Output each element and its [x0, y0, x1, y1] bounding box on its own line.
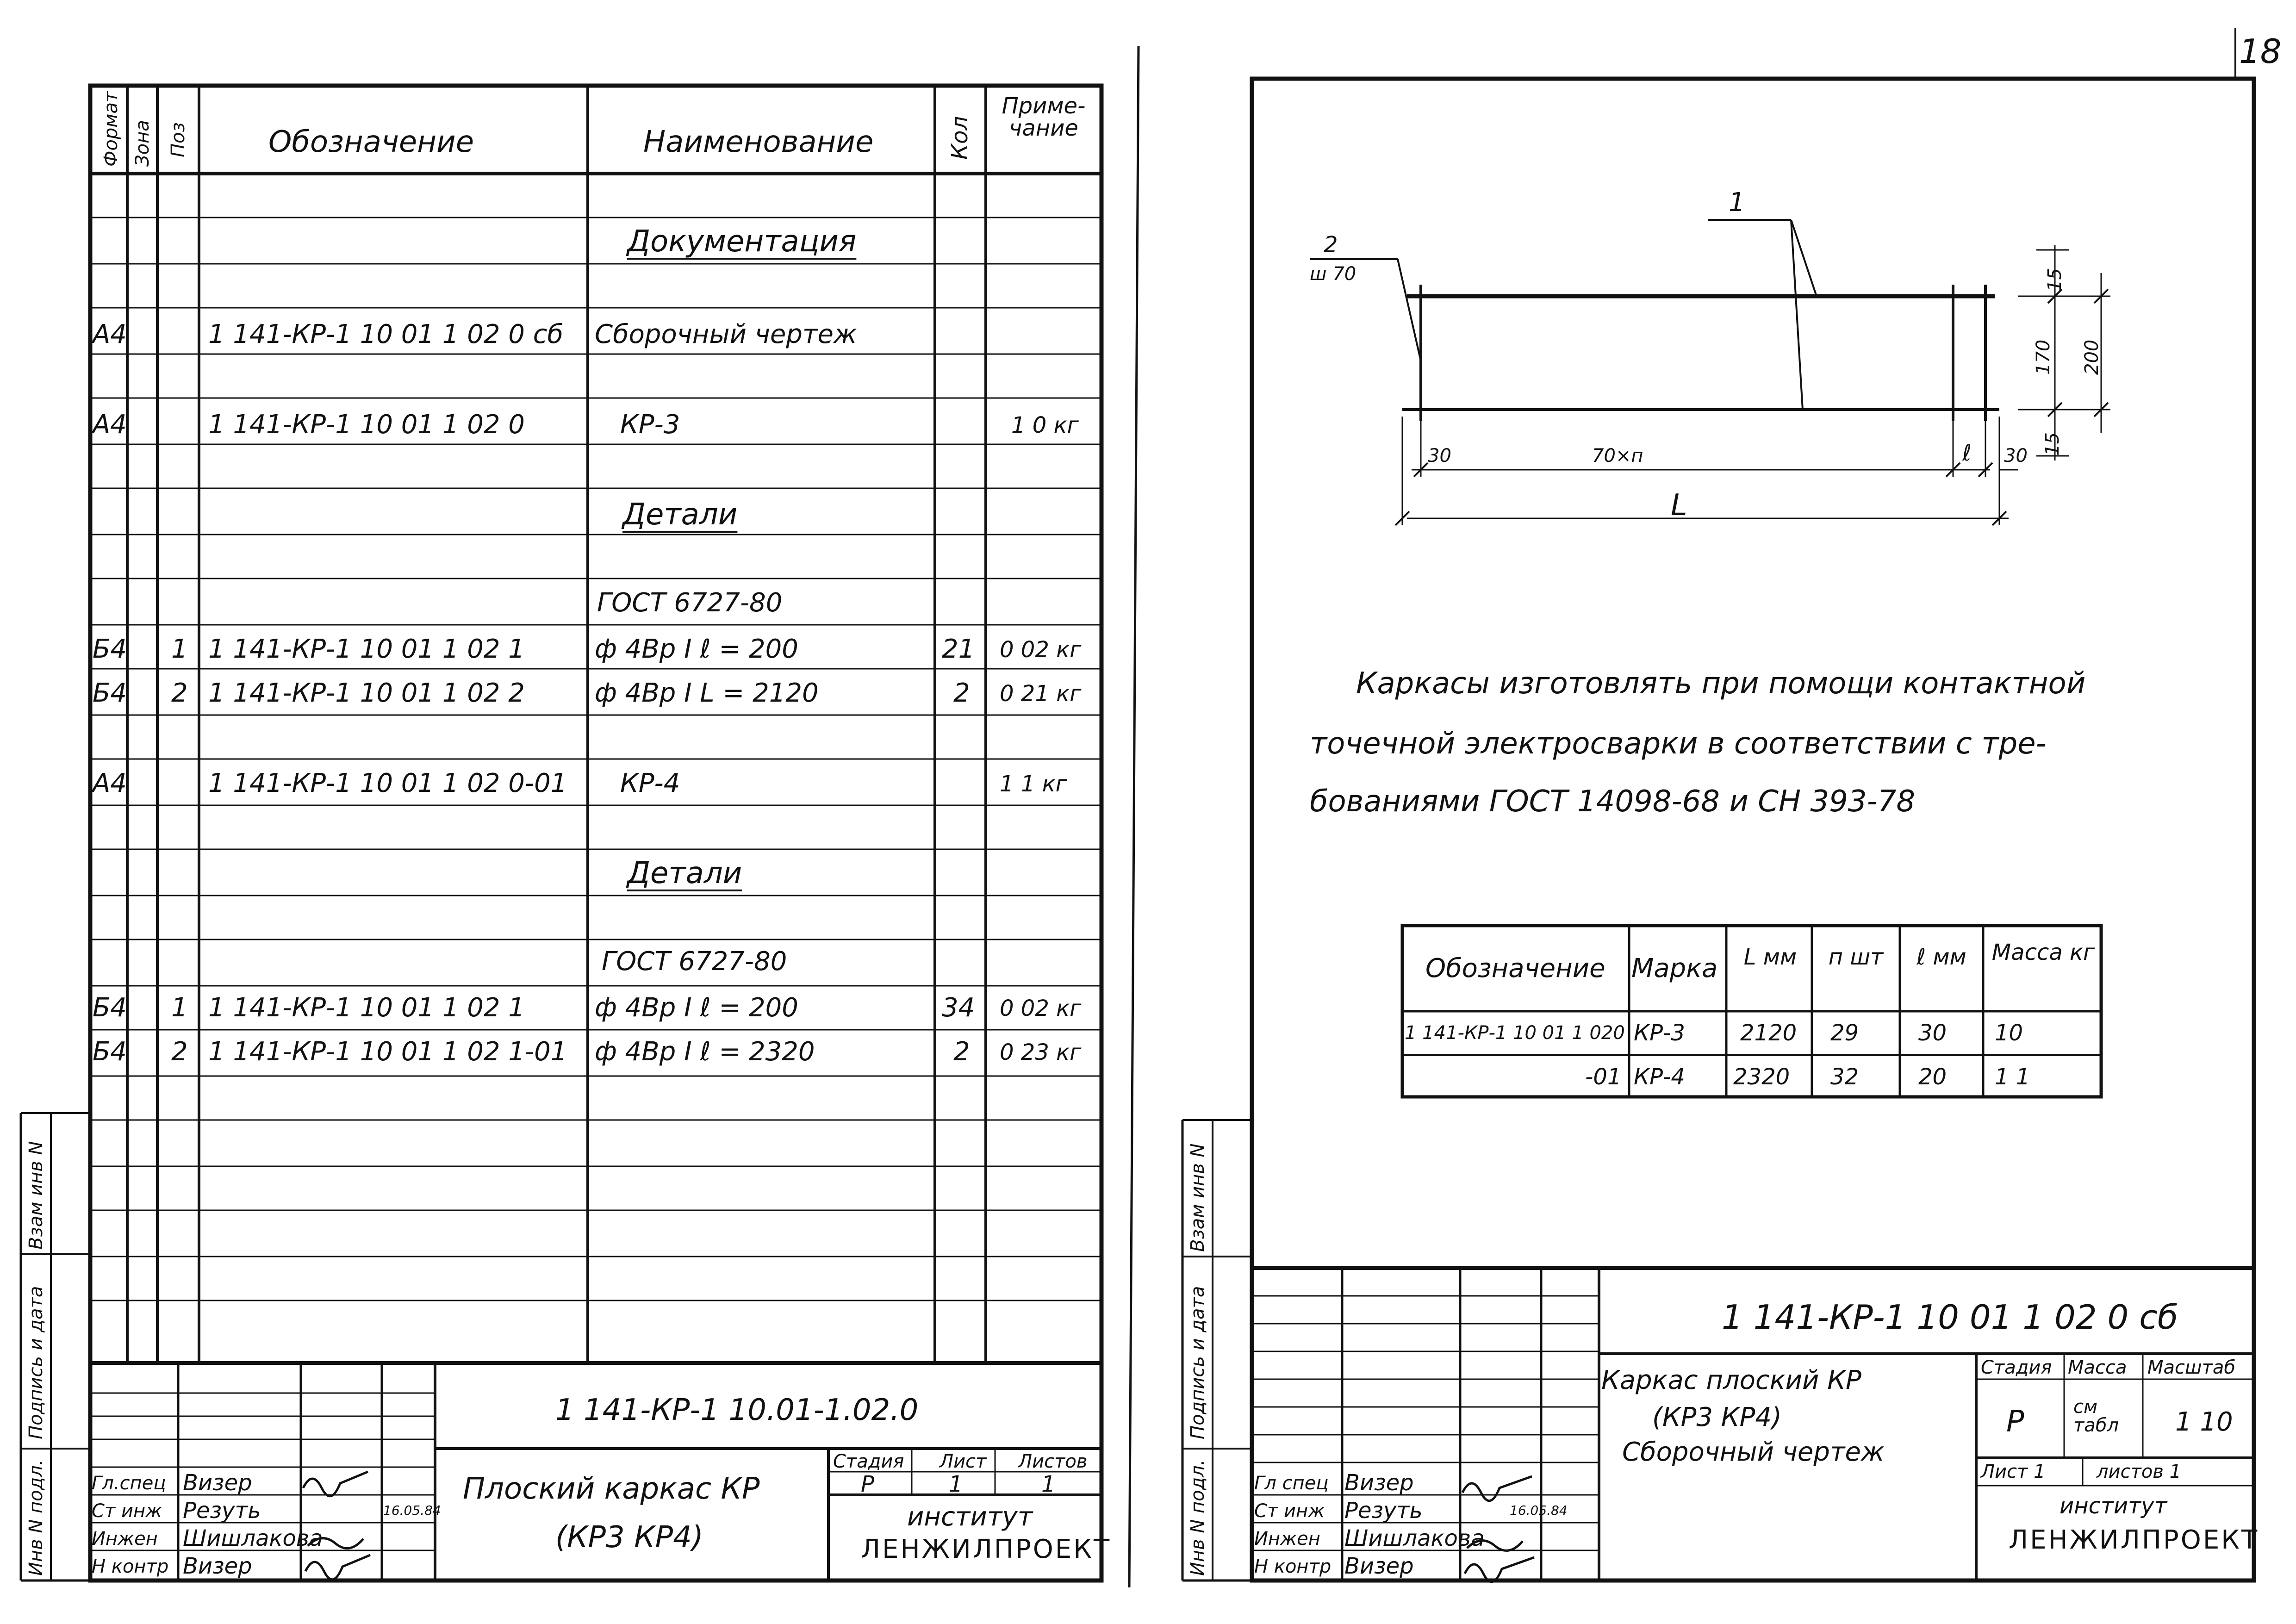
left-sheet: 1 — [949, 1471, 963, 1497]
mark-cell: 1 141-КР-1 10 01 1 020 — [1405, 1022, 1625, 1044]
spec-row-name: КР-3 — [620, 410, 680, 440]
right-title-doc: Сборочный чертеж — [1622, 1437, 1885, 1467]
signer-date: 16.05.84 — [1510, 1503, 1568, 1518]
header-zone: Зона — [132, 120, 153, 167]
spec-row-format: А4 — [93, 410, 127, 440]
left-institute: институт — [907, 1502, 1033, 1532]
spec-row-designation: 1 141-КР-1 10 01 1 02 1 — [208, 993, 525, 1023]
mark-header-mass: Масса кг — [1991, 940, 2095, 965]
signer-name: Шишлакова — [1344, 1525, 1485, 1551]
dim-15-top: 15 — [2044, 268, 2066, 292]
header-designation: Обозначение — [268, 125, 474, 159]
signer-role: Инжен — [92, 1528, 158, 1549]
mark-header-L: L мм — [1743, 944, 1797, 970]
spec-row-name: ф 4Вр I ℓ = 200 — [595, 634, 798, 664]
mark-header-designation: Обозначение — [1425, 953, 1605, 983]
sheet-corner-number: 18 — [2239, 32, 2282, 71]
right-title-sub: (КР3 КР4) — [1652, 1402, 1782, 1432]
spec-row-qty: 2 — [953, 678, 970, 708]
spec-row-designation: 1 141-КР-1 10 01 1 02 0 сб — [208, 319, 564, 349]
spec-row-name: ГОСТ 6727-80 — [602, 946, 787, 977]
header-note: Приме-чание — [1002, 93, 1086, 141]
mark-cell: -01 — [1585, 1064, 1622, 1090]
mark-header-l: ℓ мм — [1916, 944, 1966, 970]
left-org: ЛЕНЖИЛПРОЕКТ — [861, 1534, 1112, 1564]
spec-row-format: А4 — [93, 319, 127, 349]
spec-row-designation: 1 141-КР-1 10 01 1 02 1 — [208, 634, 525, 664]
signer-role: Инжен — [1254, 1528, 1320, 1549]
spec-row-qty: 2 — [953, 1037, 970, 1067]
dim-200: 200 — [2081, 339, 2103, 375]
signer-name: Визер — [1344, 1470, 1414, 1496]
spec-row-pos: 1 — [171, 634, 188, 664]
mark-cell: 30 — [1918, 1020, 1947, 1046]
header-pos: Поз — [168, 122, 189, 157]
spec-row-name: ф 4Вр I ℓ = 2320 — [595, 1037, 815, 1067]
header-qty: Кол — [947, 116, 973, 160]
spec-row-heading: Детали — [622, 498, 738, 532]
spec-row-format: А4 — [93, 768, 127, 798]
right-scale: 1 10 — [2175, 1407, 2233, 1437]
dim-30-right: 30 — [2004, 445, 2028, 467]
spec-row-name: КР-4 — [620, 768, 680, 798]
mark-header-mark: Марка — [1631, 953, 1718, 983]
side-label-podpis: Подпись и дата — [25, 1286, 47, 1439]
label-pos-2: 2 — [1324, 232, 1338, 258]
left-stage: Р — [861, 1471, 874, 1497]
left-title-sub: (КР3 КР4) — [555, 1520, 703, 1555]
signer-role: Ст инж — [1254, 1500, 1325, 1522]
label-pos-1: 1 — [1729, 187, 1745, 218]
left-stage-header: Стадия — [833, 1451, 904, 1472]
note-line: бованиями ГОСТ 14098-68 и СН 393-78 — [1310, 784, 1916, 819]
spec-row-designation: 1 141-КР-1 10 01 1 02 0-01 — [208, 768, 567, 798]
right-org: ЛЕНЖИЛПРОЕКТ — [2009, 1525, 2259, 1555]
spec-row-note: 0 21 кг — [1000, 681, 1082, 707]
signer-role: Гл.спец — [92, 1473, 166, 1494]
right-title-name: Каркас плоский КР — [1601, 1365, 1861, 1395]
spec-row-designation: 1 141-КР-1 10 01 1 02 2 — [208, 678, 525, 708]
mark-cell: 2320 — [1733, 1064, 1790, 1090]
note-line: точечной электросварки в соответствии с тре- — [1310, 727, 2047, 761]
right-doc-code: 1 141-КР-1 10 01 1 02 0 сб — [1722, 1298, 2178, 1337]
spec-row-note: 1 1 кг — [1000, 771, 1067, 797]
header-format: Формат — [100, 91, 122, 167]
spec-row-note: 1 0 кг — [1011, 412, 1079, 438]
left-doc-code: 1 141-КР-1 10.01-1.02.0 — [555, 1393, 919, 1427]
right-institute: институт — [2060, 1493, 2167, 1519]
dim-30-left: 30 — [1428, 445, 1451, 467]
dim-15-bot: 15 — [2042, 432, 2063, 456]
mark-cell: 32 — [1830, 1064, 1859, 1090]
dim-170: 170 — [2033, 339, 2054, 375]
spec-row-heading: Детали — [627, 856, 742, 890]
signer-role: Н контр — [92, 1556, 169, 1577]
side-label-vzam: Взам инв N — [25, 1141, 47, 1250]
left-sheets-header: Листов — [1018, 1451, 1088, 1472]
spec-row-name: ф 4Вр I ℓ = 200 — [595, 993, 798, 1023]
signer-name: Резуть — [183, 1498, 261, 1524]
right-stage: Р — [2006, 1405, 2024, 1439]
spec-row-note: 0 02 кг — [1000, 637, 1082, 663]
side-label-podpis-r: Подпись и дата — [1187, 1286, 1208, 1439]
mark-cell: 10 — [1995, 1020, 2023, 1046]
right-sheets: листов 1 — [2097, 1461, 2182, 1482]
left-title-name: Плоский каркас КР — [463, 1472, 760, 1506]
signer-role: Гл спец — [1254, 1473, 1329, 1494]
mark-cell: 1 1 — [1995, 1064, 2030, 1090]
spec-row-qty: 21 — [942, 634, 975, 664]
mark-header-n: п шт — [1828, 944, 1884, 970]
spec-row-note: 0 02 кг — [1000, 996, 1082, 1021]
dim-L: L — [1671, 488, 1687, 523]
signer-name: Визер — [183, 1470, 252, 1496]
header-name: Наименование — [643, 125, 874, 159]
side-label-vzam-r: Взам инв N — [1187, 1143, 1208, 1252]
mark-cell: 29 — [1830, 1020, 1859, 1046]
spec-row-format: Б4 — [93, 993, 127, 1023]
mark-cell: КР-3 — [1634, 1020, 1685, 1046]
spec-row-format: Б4 — [93, 1037, 127, 1067]
signer-name: Визер — [1344, 1553, 1414, 1579]
spec-row-pos: 1 — [171, 993, 188, 1023]
signer-name: Резуть — [1344, 1498, 1423, 1524]
side-label-inv-podl-r: Инв N подл. — [1187, 1459, 1208, 1576]
signer-role: Ст инж — [92, 1500, 162, 1522]
dim-70n: 70×п — [1592, 445, 1643, 467]
label-pos-2-sub: ш 70 — [1310, 263, 1356, 285]
left-sheets: 1 — [1041, 1471, 1056, 1497]
signer-date: 16.05.84 — [383, 1503, 441, 1518]
spec-row-name: Сборочный чертеж — [595, 319, 857, 349]
right-scale-header: Масштаб — [2147, 1357, 2236, 1378]
right-mass: см табл — [2073, 1396, 2119, 1436]
mark-cell: КР-4 — [1634, 1064, 1685, 1090]
spec-row-name: ф 4Вр I L = 2120 — [595, 678, 819, 708]
left-sheet-header: Лист — [940, 1451, 987, 1472]
signer-name: Шишлакова — [183, 1525, 323, 1551]
spec-row-name: ГОСТ 6727-80 — [597, 588, 783, 618]
side-label-inv-podl: Инв N подл. — [25, 1459, 47, 1576]
spec-row-heading: Документация — [627, 224, 857, 259]
spec-row-qty: 34 — [942, 993, 975, 1023]
spec-row-format: Б4 — [93, 634, 127, 664]
signer-name: Визер — [183, 1553, 252, 1579]
signer-role: Н контр — [1254, 1556, 1332, 1577]
right-sheet: Лист 1 — [1981, 1461, 2046, 1482]
spec-row-format: Б4 — [93, 678, 127, 708]
dim-l-small: ℓ — [1962, 440, 1972, 466]
right-mass-header: Масса — [2068, 1357, 2127, 1378]
spec-row-pos: 2 — [171, 1037, 188, 1067]
spec-row-designation: 1 141-КР-1 10 01 1 02 1-01 — [208, 1037, 567, 1067]
note-line: Каркасы изготовлять при помощи контактной — [1356, 666, 2086, 701]
spec-row-note: 0 23 кг — [1000, 1039, 1082, 1065]
spec-row-designation: 1 141-КР-1 10 01 1 02 0 — [208, 410, 525, 440]
right-stage-header: Стадия — [1981, 1357, 2052, 1378]
spec-row-pos: 2 — [171, 678, 188, 708]
mark-cell: 2120 — [1740, 1020, 1797, 1046]
mark-cell: 20 — [1918, 1064, 1947, 1090]
